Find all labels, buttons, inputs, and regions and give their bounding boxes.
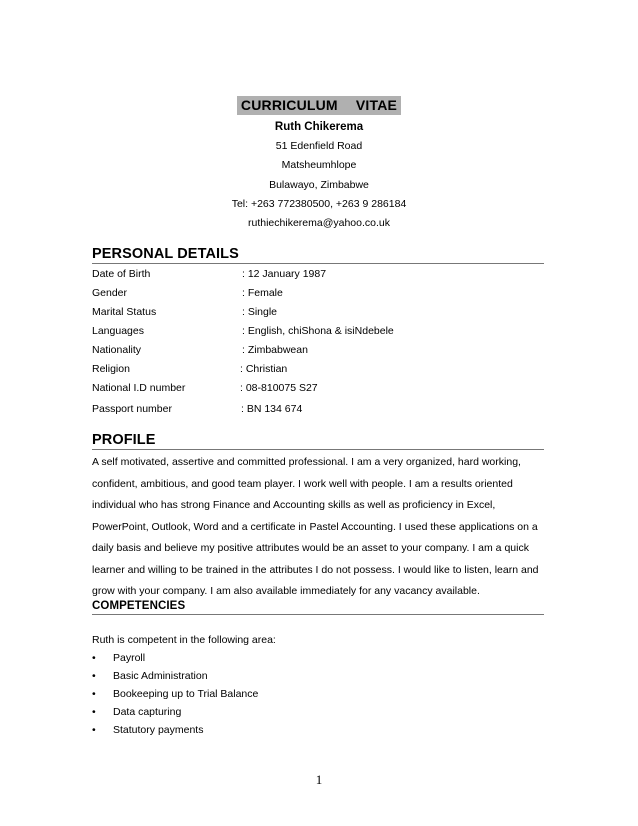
page-number: 1 <box>315 772 323 787</box>
telephone: Tel: +263 772380500, +263 9 286184 <box>231 197 407 210</box>
list-item <box>92 703 544 721</box>
detail-value: : BN 134 674 <box>241 403 303 415</box>
detail-row <box>92 379 544 398</box>
section-heading: PROFILE <box>92 432 544 450</box>
detail-value: : Zimbabwean <box>242 344 308 356</box>
bullet-icon: • <box>92 688 96 700</box>
detail-label: Gender <box>92 287 128 299</box>
detail-row <box>92 284 544 303</box>
email: ruthiechikerema@yahoo.co.uk <box>248 217 390 230</box>
detail-value: : Christian <box>240 363 288 375</box>
competency-list <box>92 649 544 739</box>
detail-value: : Single <box>242 306 278 318</box>
detail-value: : English, chiShona & isiNdebele <box>242 325 394 337</box>
detail-value: : 12 January 1987 <box>242 268 327 280</box>
detail-label: Date of Birth <box>92 268 151 280</box>
profile-section <box>92 432 544 603</box>
detail-value: : Female <box>242 287 283 299</box>
competencies-section <box>92 600 544 739</box>
address-line: 51 Edenfield Road <box>275 140 363 152</box>
list-item-text: Data capturing <box>113 706 182 718</box>
detail-row <box>92 360 544 379</box>
profile-line: individual who has strong Finance and Accounting skills as well as proficiency in Excel, <box>92 499 496 511</box>
detail-value: : 08-810075 S27 <box>240 382 318 394</box>
list-item-text: Statutory payments <box>113 724 204 736</box>
personal-details-section <box>92 246 544 419</box>
detail-row <box>92 341 544 360</box>
detail-label: Languages <box>92 325 144 337</box>
profile-paragraph <box>92 452 544 603</box>
detail-label: National I.D number <box>92 382 186 394</box>
section-heading: COMPETENCIES <box>92 600 544 615</box>
bullet-icon: • <box>92 652 96 664</box>
detail-row <box>92 265 544 284</box>
detail-label: Marital Status <box>92 306 157 318</box>
profile-line: PowerPoint, Outlook, Word and a certificate in Pastel Accounting. I used these applications on a <box>92 520 538 533</box>
list-item <box>92 649 544 667</box>
bullet-icon: • <box>92 670 96 682</box>
detail-row <box>92 303 544 322</box>
profile-line: learner and willing to be trained in the attributes I do not possess. I would like to listen, learn and <box>92 563 539 576</box>
bullet-icon: • <box>92 724 96 736</box>
list-item-text: Payroll <box>113 652 146 664</box>
detail-label: Religion <box>92 363 130 375</box>
cv-header <box>0 96 638 233</box>
detail-row <box>92 322 544 341</box>
list-item <box>92 667 544 685</box>
address-line: Bulawayo, Zimbabwe <box>269 178 369 191</box>
detail-label: Nationality <box>92 344 142 356</box>
profile-line: A self motivated, assertive and committed professional. I am a very organized, hard working, <box>92 456 521 468</box>
list-item-text: Basic Administration <box>113 670 208 682</box>
document-title: CURRICULUM VITAE <box>237 96 401 115</box>
competencies-intro: Ruth is competent in the following area: <box>92 634 276 646</box>
bullet-icon: • <box>92 706 96 718</box>
address-line: Matsheumhlope <box>281 159 357 172</box>
profile-line: confident, ambitious, and good team player. I work well with people. I am a results oriented <box>92 477 513 490</box>
list-item <box>92 721 544 739</box>
section-heading: PERSONAL DETAILS <box>92 246 544 264</box>
profile-line: daily basis and believe my positive attributes would be an asset to your company. I am a quick <box>92 542 529 554</box>
detail-label: Passport number <box>92 403 172 415</box>
detail-row <box>92 400 544 419</box>
profile-line: grow with your company. I am also available immediately for any vacancy available. <box>92 585 480 597</box>
candidate-name: Ruth Chikerema <box>274 121 364 133</box>
list-item-text: Bookeeping up to Trial Balance <box>113 688 259 700</box>
list-item <box>92 685 544 703</box>
